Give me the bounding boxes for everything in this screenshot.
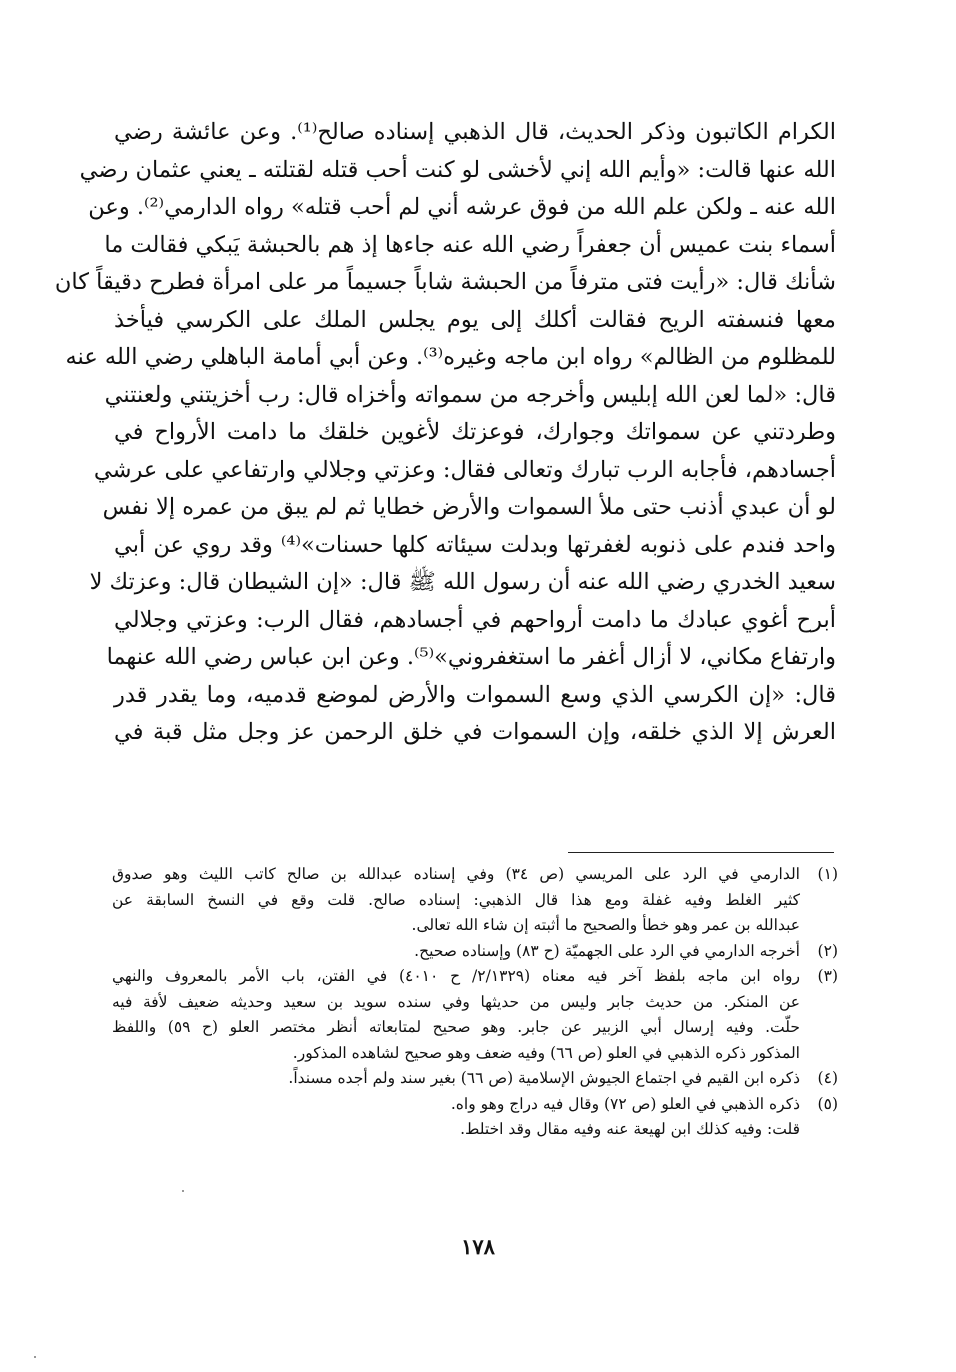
footnote-text: المذكور ذكره الذهبي في العلو (ص ٦٦) وفيه ضعف وهو صحيح لشاهده المذكور. <box>292 1043 800 1062</box>
main-text <box>54 114 836 752</box>
footnote-1 <box>112 862 838 888</box>
text-line: شأنك قال: «رأيت فتى مترفاً من الحبشة شاباً جسيماً مر على امرأة فطرح دقيقاً كان <box>54 269 836 295</box>
footnote-number: (٤) <box>817 1069 838 1087</box>
footnote-separator <box>568 852 834 853</box>
footnote-text: أخرجه الدارمي في الرد على الجهميّة (ح ٨٣) وإسناده صحيح. <box>414 941 800 960</box>
text-line: واحد فندم على ذنوبه لغفرتها وبدلت سيئاته كلها حسنات»⁽⁴⁾ وقد روي عن أبي <box>114 531 836 558</box>
footnote-number: (٥) <box>817 1094 838 1113</box>
footnote-1-cont <box>112 888 838 914</box>
footnote-3-cont <box>112 1041 838 1067</box>
text-line: أبرح أغوي عبادك ما دامت أرواحهم في أجسادهم، فقال الرب: وعزتي وجلالي <box>114 606 836 633</box>
footnote-text: كثير الغلط وفيه غفلة ومع هذا قال الذهبي: إسناده صالح. قلت وقع في النسخ السابقة عن <box>112 890 800 909</box>
text-line: معها فنسفته الريح فقالت أكلك إلى يوم يجلس الملك على الكرسي فيأخذ <box>114 306 836 333</box>
text-line: العرش إلا الذي خلقه، وإن السموات في خلق الرحمن عز وجل مثل قبة في <box>114 719 836 745</box>
footnote-text: عن المنكر. من حديث جابر وليس من حديثها وفي سنده سويد بن سعيد وحديثه ضعيف لأفة فيه <box>112 992 800 1011</box>
text-line: أسماء بنت عميس أن جعفراً رضي الله عنه جاءها إذ هم بالحبشة يَبكي فقالت ما <box>104 231 836 258</box>
scan-speck <box>182 1190 184 1192</box>
text-line: وطردتني عن سمواتك وجوارك، فوعزتك لأغوين خلقك ما دامت الأرواح في <box>114 419 836 445</box>
footnotes <box>112 862 838 1143</box>
footnote-text: ذكره ابن القيم في اجتماع الجيوش الإسلامية (ص ٦٦) بغير سند ولم أجده مسنداً. <box>288 1069 800 1087</box>
text-line: الكرام الكاتبون وذكر الحديث، قال الذهبي إسناده صالح⁽¹⁾. وعن عائشة رضي <box>114 119 836 145</box>
footnote-2 <box>112 939 838 965</box>
text-line: للمظلوم من الظالم» رواه ابن ماجه وغيره⁽³⁾. وعن أبي أمامة الباهلي رضي الله عنه <box>65 344 836 370</box>
text-line: الله عنه ـ ولكن علم الله من فوق عرشه أني لم أحب قتله» رواه الدارمي⁽²⁾. وعن <box>88 194 836 220</box>
footnote-5 <box>112 1092 838 1118</box>
text-line: لو أن عبدي أذنب حتى ملأ السموات والأرض خطايا ثم لم يبق من عمره إلا نفس <box>102 494 836 520</box>
text-line: سعيد الخدري رضي الله عنه أن رسول الله ﷺ قال: «إن الشيطان قال: وعزتك لا <box>89 569 836 595</box>
text-line: قال: «لما لعن الله إبليس وأخرجه من سمواته وأخزاه قال: رب أخزيتني ولعنتني <box>104 381 836 408</box>
footnote-1-cont <box>112 913 838 939</box>
text-line: الله عنها قالت: «وأيم الله إني لأخشى لو كنت أحب قتله لقتلته ـ يعني عثمان رضي <box>79 156 836 183</box>
footnote-4 <box>112 1066 838 1092</box>
footnote-text: عبدالله بن عمر وهو خطأ والصحيح ما أثبته إن شاء الله تعالى. <box>411 916 800 934</box>
footnote-number: (١) <box>817 865 838 883</box>
footnote-3-cont <box>112 1015 838 1041</box>
footnote-number: (٣) <box>817 967 838 985</box>
text-line: قال: «إن الكرسي الذي وسع السموات والأرض لموضع قدميه، وما يقدر قدر <box>114 681 836 708</box>
text-line: أجسادهم، فأجابه الرب تبارك وتعالى فقال: وعزتي وجلالي وارتفاعي على عرشي <box>93 456 836 483</box>
footnote-text: قلت: وفيه كذلك ابن لهيعة عنه وفيه مقال وقد اختلط. <box>460 1120 800 1138</box>
footnote-3 <box>112 964 838 990</box>
footnote-text: ذكره الذهبي في العلو (ص ٧٢) وقال فيه دراج وهو واه. <box>450 1094 800 1113</box>
scan-speck <box>34 1356 36 1358</box>
footnote-3-cont <box>112 990 838 1016</box>
footnote-text: رواه ابن ماجه بلفظ آخر فيه معناه (٢/١٣٢٩/ ح ٤٠١٠) في الفتن، باب الأمر بالمعروف والنهي <box>112 967 800 985</box>
footnote-text: الدارمي في الرد على المريسي (ص ٣٤) وفي إسناده عبدالله بن صالح كاتب الليث وهو صدوق <box>112 865 800 883</box>
footnote-text: حلّت. وفيه إرسال أبي الزبير عن جابر. وهو صحيح لمتابعاته أنظر مختصر العلو (ح ٥٩) واللفظ <box>112 1018 800 1036</box>
footnote-number: (٢) <box>817 941 838 960</box>
footnote-extra-note <box>112 1117 838 1143</box>
page-number: ١٧٨ <box>461 1234 495 1259</box>
text-line: وارتفاع مكاني، لا أزال أغفر ما استغفروني»⁽⁵⁾. وعن ابن عباس رضي الله عنهما <box>106 644 836 670</box>
